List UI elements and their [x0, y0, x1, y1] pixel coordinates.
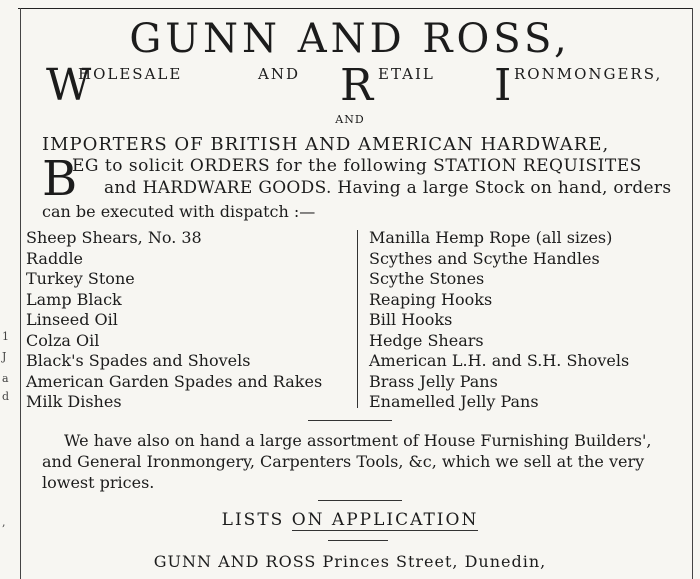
intro-line-2: and HARDWARE GOODS. Having a large Stock on hand, orders: [104, 178, 672, 198]
list-item: Raddle: [26, 248, 84, 268]
top-rule: [18, 8, 692, 9]
list-item: Black's Spades and Shovels: [26, 351, 251, 370]
gutter-mark: ,: [2, 516, 6, 529]
list-item: Colza Oil: [26, 330, 100, 350]
importers-heading: IMPORTERS OF BRITISH AND AMERICAN HARDWARE,: [42, 134, 610, 155]
gutter-mark: a: [2, 372, 9, 385]
gutter-mark: d: [2, 390, 10, 403]
right-border: [692, 8, 693, 579]
list-item: Scythes and Scythe Handles: [369, 248, 600, 268]
subtitle-cap-w: W: [46, 60, 92, 111]
lists-on: ON: [291, 510, 325, 530]
subtitle-retail: ETAIL: [378, 65, 435, 83]
list-item: Bill Hooks: [369, 310, 453, 329]
subtitle-cap-i: I: [494, 60, 512, 111]
list-item: Linseed Oil: [26, 310, 118, 329]
drop-cap-b: B: [42, 151, 78, 207]
business-subtitle: [44, 62, 684, 112]
subtitle-ironmongers: RONMONGERS,: [514, 65, 663, 83]
paragraph-line-1: We have also on hand a large assortment of House Furnishing Builders',: [64, 431, 652, 450]
paragraph-line-3: lowest prices.: [42, 473, 155, 492]
list-item: Brass Jelly Pans: [369, 371, 498, 391]
lists-pre: LISTS: [221, 510, 292, 530]
intro-line-1: EG to solicit ORDERS for the following STATION REQUISITES: [72, 156, 642, 176]
list-item: Scythe Stones: [369, 269, 485, 288]
subtitle-and: AND: [258, 65, 300, 83]
list-item: Hedge Shears: [369, 330, 484, 350]
lists-post: APPLICATION: [324, 510, 479, 530]
section-rule: [308, 420, 392, 421]
list-item: Turkey Stone: [26, 269, 135, 288]
and-connector: AND: [335, 113, 365, 126]
list-item: Manilla Hemp Rope (all sizes): [369, 228, 613, 247]
subtitle-cap-r: R: [340, 60, 374, 111]
list-item: Lamp Black: [26, 289, 122, 309]
list-item: American L.H. and S.H. Shovels: [369, 351, 630, 370]
paragraph-line-2: and General Ironmongery, Carpenters Tools, &c, which we sell at the very: [42, 452, 645, 471]
list-item: Milk Dishes: [26, 392, 122, 411]
footer-address: GUNN AND ROSS Princes Street, Dunedin,: [153, 552, 547, 571]
section-rule: [318, 500, 402, 501]
column-divider: [357, 230, 358, 408]
list-item: American Garden Spades and Rakes: [26, 371, 323, 391]
left-border: [20, 8, 21, 579]
company-title: GUNN AND ROSS,: [129, 16, 571, 62]
items-right-column: [369, 228, 629, 413]
lists-on-application: [0, 510, 700, 530]
list-item: Reaping Hooks: [369, 289, 493, 309]
gutter-mark: J: [2, 350, 7, 363]
list-item: Enamelled Jelly Pans: [369, 392, 539, 411]
intro-line-3: can be executed with dispatch :—: [42, 202, 316, 221]
gutter-mark: 1: [2, 330, 9, 343]
section-rule: [328, 540, 388, 541]
subtitle-wholesale: HOLESALE: [78, 65, 183, 83]
list-item: Sheep Shears, No. 38: [26, 228, 202, 247]
stock-paragraph: [42, 430, 682, 493]
items-left-column: [26, 228, 322, 413]
intro-paragraph: [42, 151, 692, 226]
